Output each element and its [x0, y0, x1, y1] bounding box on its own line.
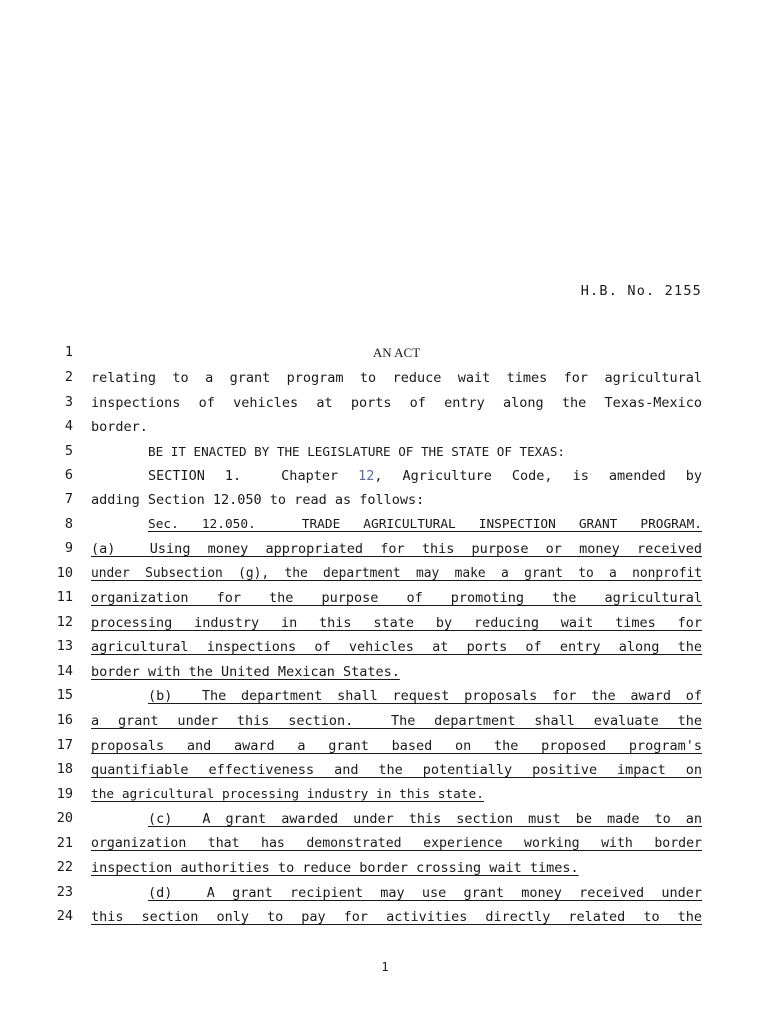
line-text: SECTION 1. Chapter [148, 468, 359, 484]
line-number: 22 [56, 859, 73, 875]
line-number: 23 [56, 884, 73, 900]
line-text: relating to a grant program to reduce wait times for agricultural [91, 370, 702, 386]
line-text: (b) The department shall request proposals for the award of [148, 688, 702, 704]
line-number: 1 [64, 344, 73, 360]
act-title: AN ACT [372, 345, 421, 360]
document-line [0, 712, 770, 732]
line-number: 18 [56, 761, 73, 777]
line-text: agricultural inspections of vehicles at ports of entry along the [91, 639, 702, 655]
line-number: 15 [56, 687, 73, 703]
document-line [0, 491, 770, 511]
page-number: 1 [381, 960, 389, 974]
line-text: organization for the purpose of promoting the agricultural [91, 590, 702, 606]
line-number: 20 [56, 810, 73, 826]
line-text: inspections of vehicles at ports of entry along the Texas-Mexico [91, 395, 702, 411]
line-number: 11 [56, 589, 73, 605]
line-text: , Agriculture Code, is amended by [374, 468, 702, 484]
section-1-text [148, 467, 702, 485]
line-number: 19 [56, 786, 73, 802]
document-line [0, 394, 770, 414]
line-number: 13 [56, 638, 73, 654]
document-line [0, 540, 770, 560]
line-number: 16 [56, 712, 73, 728]
line-text: border. [91, 419, 148, 435]
line-number: 14 [56, 663, 73, 679]
line-text: (c) A grant awarded under this section must be made to an [148, 811, 702, 827]
document-line [0, 859, 770, 879]
document-line [0, 663, 770, 683]
line-text: the agricultural processing industry in this state. [91, 787, 484, 802]
document-line [0, 810, 770, 830]
line-number: 21 [56, 835, 73, 851]
document-line [0, 516, 770, 536]
line-number: 6 [64, 467, 73, 483]
document-line [0, 638, 770, 658]
document-line [0, 589, 770, 609]
line-number: 10 [56, 565, 73, 581]
document-line [0, 884, 770, 904]
line-text: border with the United Mexican States. [91, 664, 400, 680]
document-line [0, 467, 770, 487]
section-heading: Sec. 12.050. TRADE AGRICULTURAL INSPECTION GRANT PROGRAM. [148, 517, 702, 532]
line-text: proposals and award a grant based on the proposed program's [91, 738, 702, 754]
line-text: adding Section 12.050 to read as follows: [91, 492, 425, 508]
document-line [0, 908, 770, 928]
line-number: 8 [64, 516, 73, 532]
line-text: (d) A grant recipient may use grant money received under [148, 885, 702, 901]
line-text: processing industry in this state by reducing wait times for [91, 615, 702, 631]
line-text: (a) Using money appropriated for this purpose or money received [91, 541, 702, 557]
enacting-clause: BE IT ENACTED BY THE LEGISLATURE OF THE STATE OF TEXAS: [148, 444, 566, 459]
document-line [0, 369, 770, 389]
line-number: 12 [56, 614, 73, 630]
line-number: 9 [64, 540, 73, 556]
line-number: 5 [64, 443, 73, 459]
line-text: a grant under this section. The department shall evaluate the [91, 713, 702, 729]
document-line [0, 835, 770, 855]
line-text: organization that has demonstrated experience working with border [91, 836, 702, 851]
document-line [0, 418, 770, 438]
line-number: 24 [56, 908, 73, 924]
line-text: quantifiable effectiveness and the potentially positive impact on [91, 762, 702, 778]
line-number: 17 [56, 737, 73, 753]
document-line [0, 761, 770, 781]
document-line [0, 614, 770, 634]
document-line [0, 687, 770, 707]
line-text: this section only to pay for activities directly related to the [91, 909, 702, 925]
document-line [0, 565, 770, 585]
line-number: 7 [64, 491, 73, 507]
document-line [0, 344, 770, 364]
line-number: 2 [64, 369, 73, 385]
line-number: 3 [64, 394, 73, 410]
chapter-link[interactable]: 12 [358, 468, 375, 484]
document-line [0, 737, 770, 757]
line-text: inspection authorities to reduce border crossing wait times. [91, 860, 579, 876]
line-number: 4 [64, 418, 73, 434]
document-line [0, 786, 770, 806]
document-line [0, 443, 770, 463]
line-text: under Subsection (g), the department may make a grant to a nonprofit [91, 566, 702, 581]
bill-number: H.B. No. 2155 [580, 283, 702, 299]
